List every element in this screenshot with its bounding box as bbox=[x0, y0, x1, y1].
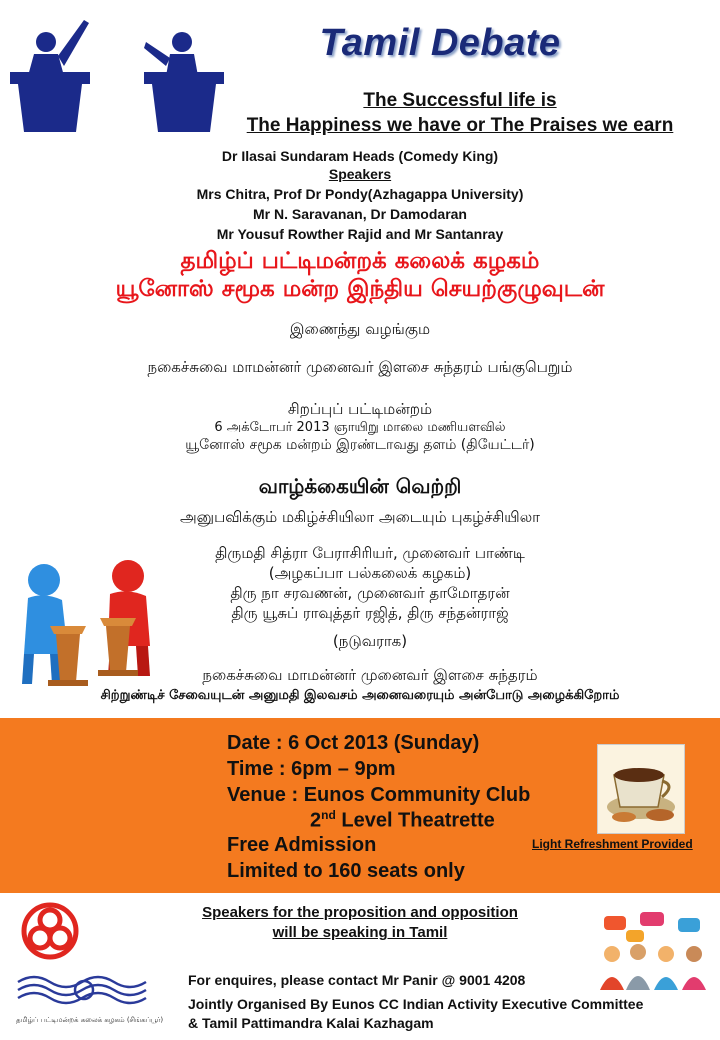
event-venue: Venue : Eunos Community Club bbox=[227, 784, 531, 806]
event-time: Time : 6pm – 9pm bbox=[227, 758, 396, 780]
speakers-line-3: Mr Yousuf Rowther Rajid and Mr Santanray bbox=[216, 226, 504, 242]
topic-line-2: The Happiness we have or The Praises we earn bbox=[246, 115, 674, 136]
debating-figures-icon bbox=[10, 556, 158, 696]
podium-speakers-icon bbox=[6, 14, 228, 160]
head-speaker: Dr Ilasai Sundaram Heads (Comedy King) bbox=[221, 148, 499, 164]
footer-note-2: will be speaking in Tamil bbox=[272, 924, 448, 941]
speakers-line-1: Mrs Chitra, Prof Dr Pondy(Azhagappa University) bbox=[196, 186, 524, 202]
tamil-speaker-3: திரு நா சரவணன், முனைவர் தாமோதரன் bbox=[230, 584, 510, 602]
level-text: Level Theatrette bbox=[335, 809, 495, 832]
tamil-presents: இணைந்து வழங்கும bbox=[289, 320, 431, 338]
speech-bubbles-people-icon bbox=[596, 910, 716, 994]
event-level bbox=[310, 808, 495, 833]
event-seats: Limited to 160 seats only bbox=[227, 860, 465, 882]
tamil-speaker-2: (அழகப்பா பல்கலைக் கழகம்) bbox=[268, 564, 472, 582]
tamil-moderator-name: நகைச்சுவை மாமன்னர் முனைவர் இளசை சுந்தரம் bbox=[202, 666, 538, 684]
organiser-line-2: & Tamil Pattimandra Kalai Kazhagam bbox=[188, 1015, 434, 1031]
organiser-line-1: Jointly Organised By Eunos CC Indian Activity Executive Committee bbox=[188, 996, 644, 1012]
event-date: Date : 6 Oct 2013 (Sunday) bbox=[227, 732, 480, 754]
tamil-datetime: 6 அக்டோபர் 2013 ஞாயிறு மாலை மணியளவில் bbox=[214, 420, 506, 435]
speakers-heading: Speakers bbox=[328, 166, 392, 182]
level-suffix: nd bbox=[321, 808, 336, 822]
tamil-org-2: யூனோஸ் சமூக மன்ற இந்திய செயற்குழுவுடன் bbox=[115, 276, 605, 302]
speakers-line-2: Mr N. Saravanan, Dr Damodaran bbox=[253, 206, 467, 222]
refreshment-label: Light Refreshment Provided bbox=[532, 837, 693, 851]
wave-logo-icon bbox=[14, 968, 154, 1014]
page-title: Tamil Debate bbox=[319, 22, 561, 64]
tamil-topic: வாழ்க்கையின் வெற்றி bbox=[258, 474, 462, 498]
event-admission: Free Admission bbox=[227, 834, 377, 856]
tamil-moderator: (நடுவராக) bbox=[332, 632, 408, 650]
tamil-org-1: தமிழ்ப் பட்டிமன்றக் கலைக் கழகம் bbox=[180, 248, 540, 274]
tamil-venue: யூனோஸ் சமூக மன்றம் இரண்டாவது தளம் (தியேட்டர்) bbox=[185, 437, 535, 453]
tamil-special: சிறப்புப் பட்டிமன்றம் bbox=[287, 400, 433, 418]
tamil-invite: சிற்றுண்டிச் சேவையுடன் அனுமதி இலவசம் அனைவரையும் அன்போடு அழைக்கிறோம் bbox=[100, 688, 620, 703]
tamil-topic-sub: அனுபவிக்கும் மகிழ்ச்சியிலா அடையும் புகழ்ச்சியிலா bbox=[180, 508, 540, 526]
tamil-speaker-1: திருமதி சித்ரா பேராசிரியர், முனைவர் பாண்டி bbox=[215, 544, 525, 562]
coffee-cup-icon bbox=[598, 745, 684, 833]
tamil-speaker-4: திரு யூசுப் ராவுத்தர் ரஜித், திரு சந்தன்ராஜ் bbox=[231, 604, 509, 622]
footer-note-1: Speakers for the proposition and opposition bbox=[202, 904, 518, 921]
red-knot-logo-icon bbox=[18, 898, 82, 964]
tamil-guest: நகைச்சுவை மாமன்னர் முனைவர் இளசை சுந்தரம் பங்குபெறும் bbox=[147, 358, 573, 376]
topic-line-1: The Successful life is bbox=[363, 90, 557, 111]
logo-caption: தமிழ்ப் பட்டிமன்றக் கலைக் கழகம் (சிங்கப்பூர்) bbox=[16, 1016, 164, 1024]
level-number: 2 bbox=[310, 809, 322, 832]
enquiry-line: For enquires, please contact Mr Panir @ 9001 4208 bbox=[188, 972, 526, 988]
refreshment-image bbox=[597, 744, 685, 834]
